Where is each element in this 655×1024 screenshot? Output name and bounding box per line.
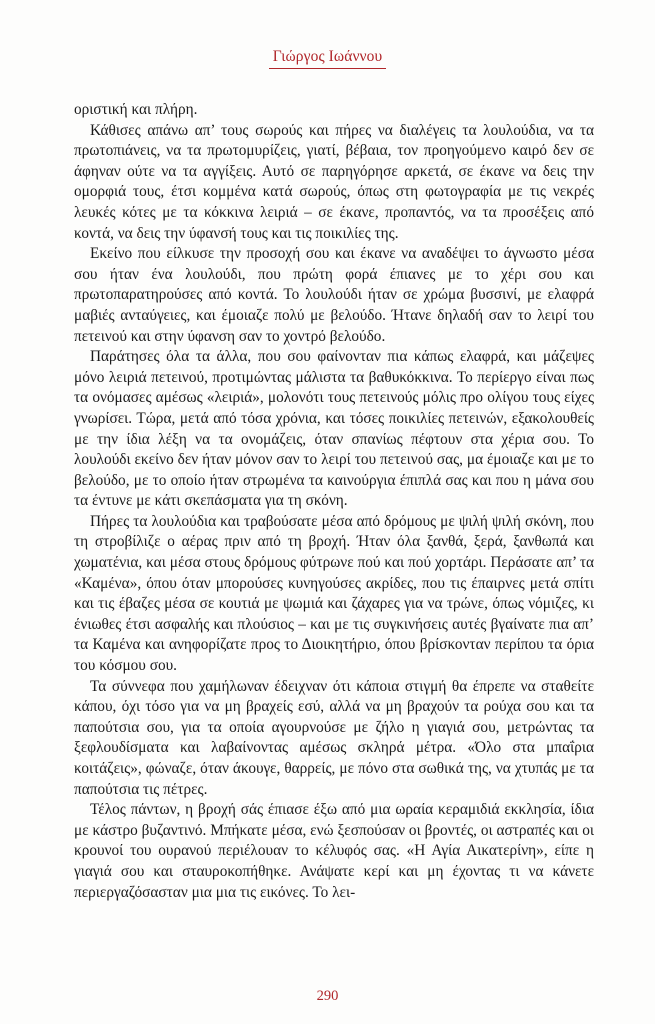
- paragraph: Παράτησες όλα τα άλλα, που σου φαίνονταν πια κάπως ελαφρά, και μάζεψες μόνο λειριά πετεινού, προτιμώντας μάλιστα τα βαθυκόκκινα. Το περίεργο είναι πως τα ονόμασες αμέσως «λειριά», μολονότι τους πετεινούς μόλις προ ολίγου τους είχες γνωρίσει. Τώρα, μετά από τόσα χρόνια, και τόσες ποικιλίες πετεινών, εξακολουθείς με την ίδια λέξη να τα ονομάζεις, όταν σπανίως πέφτουν στα χέρια σου. Το λουλούδι εκείνο δεν ήταν μόνον σαν το λειρί του πετεινού σας, μα έμοιαζε και με το βελούδο, με το οποίο ήταν στρωμένα τα καινούργια έπιπλά σας και που η μάνα σου τα έντυνε με κάτι σκεπάσματα για τη σκόνη.: [74, 348, 594, 510]
- page-number: 290: [316, 988, 339, 1004]
- paragraph: οριστική και πλήρη.: [74, 101, 198, 118]
- paragraph: Τα σύννεφα που χαμήλωναν έδειχναν ότι κάποια στιγμή θα έπρεπε να σταθείτε κάπου, όχι τόσο για να μη βραχείς εσύ, αλλά να μη βραχούν τα ρούχα σου και τα παπούτσια σου, για τα οποία αγουρνούσε με ζήλο η γιαγιά σου, μετρώντας τα ξεφλουδίσματα και λαβαίνοντας αμέσως σκληρά μέτρα. «Όλο στα μπαΐρια κοιτάζεις», φώναζε, όταν άκουγε, θαρρείς, με πόνο στα σωθικά της, να χτυπάς με τα παπούτσια τις πέτρες.: [74, 677, 594, 798]
- running-head-title: Γιώργος Ιωάννου: [269, 48, 387, 69]
- paragraph: Τέλος πάντων, η βροχή σάς έπιασε έξω από μια ωραία κεραμιδιά εκκλησία, ίδια με κάστρο βυζαντινό. Μπήκατε μέσα, ενώ ξεσπούσαν οι βροντές, οι αστραπές και οι κρουνοί του ουρανού περιέλουαν το κέλυφός σας. «Η Αγία Αικατερίνη», είπε η γιαγιά σου και σταυροκοπήθηκε. Ανάψατε κερί και μη έχοντας τι να κάνετε περιεργαζόσασταν μια μια τις εικόνες. Το λει-: [74, 801, 594, 901]
- running-head: [0, 48, 655, 69]
- paragraph: Κάθισες απάνω απ’ τους σωρούς και πήρες να διαλέγεις τα λουλούδια, να τα πρωτοπιάνεις, να τα πρωτομυρίζεις, γιατί, βέβαια, τον προηγούμενο καιρό δεν σε άφηναν ούτε να τα αγγίξεις. Αυτό σε παρηγόρησε αρκετά, σε έκανε να δεις την ομορφιά τους, έτσι κομμένα κατά σωρούς, όπως στη φωτογραφία με τις νεκρές λευκές κότες με τα κόκκινα λειριά – σε έκανε, προπαντός, να τα προσέξεις από κοντά, να δεις την ύφανσή τους και τις ποικιλίες της.: [74, 121, 594, 242]
- body-text: [74, 100, 594, 903]
- paragraph: Πήρες τα λουλούδια και τραβούσατε μέσα από δρόμους με ψιλή ψιλή σκόνη, που τη στροβίλιζε ο αέρας πριν από τη βροχή. Ήταν όλα ξανθά, ξερά, ξανθωπά και χωματένια, και μέσα στους δρόμους φύτρωνε πού και πού χορτάρι. Περάσατε απ’ τα «Καμένα», όπου όταν μπορούσες κυνηγούσες ακρίδες, που τις έπαιρνες μετά σπίτι και τις έβαζες μέσα σε κουτιά με ψωμιά και ζάχαρες για να τρώνε, όπως νόμιζες, κι ένιωθες έτσι ασφαλής και πλούσιος – και με τις συγκινήσεις αυτές βγαίνατε πια απ’ τα Καμένα και ανηφορίζατε προς το Διοικητήριο, όπου βρίσκονταν περίπου τα όρια του κόσμου σου.: [74, 512, 594, 675]
- paragraph: Εκείνο που είλκυσε την προσοχή σου και έκανε να αναδέψει το άγνωστο μέσα σου ήταν ένα λουλούδι, που πρώτη φορά έπιανες με το χέρι σου και πρωτοπαρατηρούσες από κοντά. Το λουλούδι ήταν σε χρώμα βυσσινί, με ελαφρά μαβιές ανταύγειες, και έμοιαζε πολύ με βελούδο. Ήτανε δηλαδή σαν το λειρί του πετεινού και στην ύφανση σαν το χοντρό βελούδο.: [74, 245, 594, 345]
